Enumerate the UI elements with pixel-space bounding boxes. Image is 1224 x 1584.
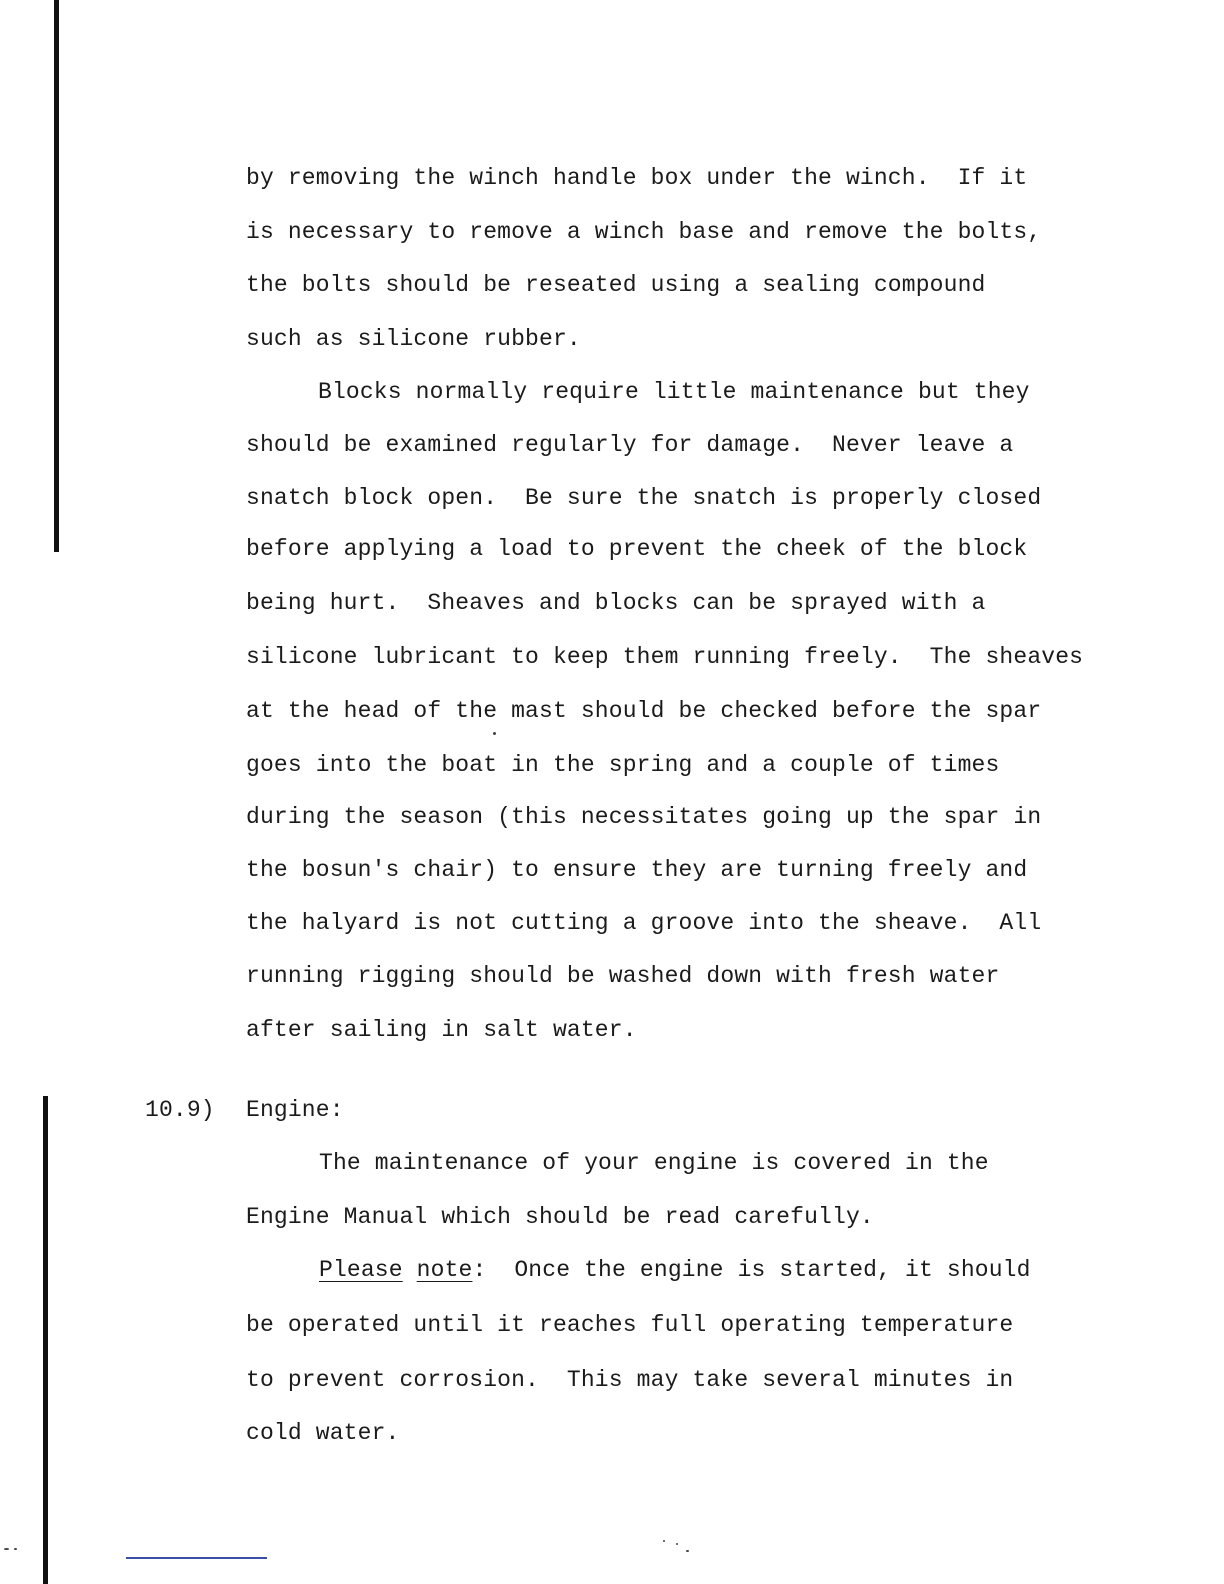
note-label-colon: : — [472, 1257, 487, 1283]
left-margin-bar-top — [54, 0, 59, 552]
paragraph-2-line-11: the halyard is not cutting a groove into the sheave. All — [246, 910, 1042, 936]
note-line-1 — [319, 1257, 1031, 1283]
paragraph-1-line-3: the bolts should be reseated using a sealing compound — [246, 272, 986, 298]
paragraph-1-line-1: by removing the winch handle box under the winch. If it — [246, 165, 1028, 191]
paragraph-2-line-9: during the season (this necessitates going up the spar in — [246, 804, 1042, 830]
note-line-2: be operated until it reaches full operating temperature — [246, 1312, 1014, 1338]
paragraph-3-line-1: The maintenance of your engine is covered in the — [319, 1150, 989, 1176]
paragraph-2-line-12: running rigging should be washed down with fresh water — [246, 963, 1000, 989]
left-margin-bar-bottom — [43, 1096, 48, 1584]
note-line-1-rest: Once the engine is started, it should — [486, 1257, 1031, 1283]
paragraph-2-line-10: the bosun's chair) to ensure they are turning freely and — [246, 857, 1028, 883]
scan-speck — [686, 1550, 689, 1552]
bottom-rule — [126, 1557, 267, 1559]
paragraph-2-line-7: at the head of the mast should be checked before the spar — [246, 698, 1042, 724]
paragraph-2-line-5: being hurt. Sheaves and blocks can be sprayed with a — [246, 590, 986, 616]
paragraph-2-line-6: silicone lubricant to keep them running freely. The sheaves — [246, 644, 1084, 670]
paragraph-1-line-2: is necessary to remove a winch base and remove the bolts, — [246, 219, 1042, 245]
section-number: 10.9) — [145, 1097, 215, 1123]
scan-speck — [14, 1548, 17, 1550]
scan-speck — [493, 732, 496, 735]
scan-speck — [676, 1543, 678, 1545]
paragraph-2-line-1: Blocks normally require little maintenance but they — [318, 379, 1030, 405]
paragraph-2-line-2: should be examined regularly for damage. Never leave a — [246, 432, 1014, 458]
note-line-4: cold water. — [246, 1420, 400, 1446]
note-line-3: to prevent corrosion. This may take several minutes in — [246, 1367, 1014, 1393]
note-label-please: Please — [319, 1257, 403, 1283]
paragraph-2-line-13: after sailing in salt water. — [246, 1017, 637, 1043]
paragraph-3-line-2: Engine Manual which should be read carefully. — [246, 1204, 874, 1230]
paragraph-2-line-3: snatch block open. Be sure the snatch is properly closed — [246, 485, 1042, 511]
scan-speck — [4, 1548, 9, 1550]
paragraph-2-line-8: goes into the boat in the spring and a couple of times — [246, 752, 1000, 778]
note-label-note: note — [416, 1257, 473, 1283]
scan-speck — [663, 1540, 665, 1542]
paragraph-2-line-4: before applying a load to prevent the cheek of the block — [246, 536, 1028, 562]
section-title: Engine: — [246, 1097, 344, 1123]
paragraph-1-line-4: such as silicone rubber. — [246, 326, 581, 352]
